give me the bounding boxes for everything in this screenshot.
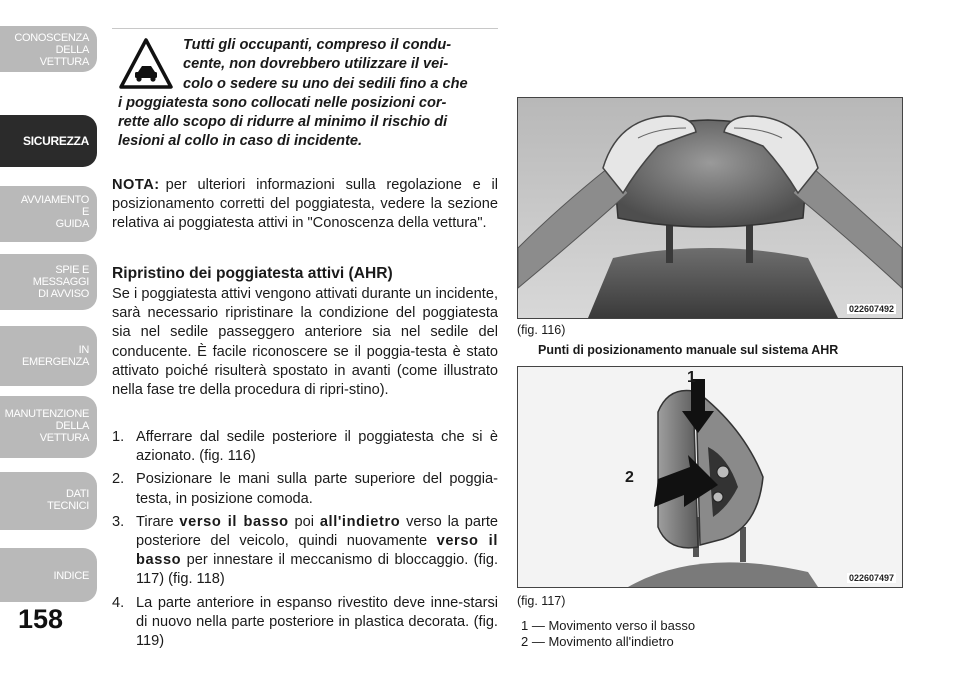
section-title: Ripristino dei poggiatesta attivi (AHR) [112,265,393,282]
warning-line: cente, non dovrebbero utilizzare il vei- [183,56,449,73]
step-2: 2. Posizionare le mani sulla parte superiore del poggia-testa, in posizione comoda. [112,471,498,507]
tab-conoscenza-della-vettura[interactable]: CONOSCENZA DELLA VETTURA [0,26,97,72]
warning-line: Tutti gli occupanti, compreso il condu- [183,37,452,53]
page-number: 158 [18,604,64,634]
headrest-motion-illustration [518,367,902,587]
tab-sicurezza[interactable]: SICUREZZA [0,115,97,167]
section-body: Se i poggiatesta attivi vengono attivati durante un incidente, sarà necessario ripristinare la condizione del poggiatesta sia nel sedile passeggero anteriore sia nel sedile del conducente. È facile riconoscere se il poggia-testa è stato attivato poiché risulterà spostato in avanti (come illustrato nella fase tre della procedura di ripri-stino). [112,286,498,399]
note-paragraph [112,176,498,234]
legend-item-1: 1 — Movimento verso il basso [521,618,696,633]
procedure-steps [112,428,498,655]
tab-avviamento-e-guida[interactable]: AVVIAMENTO E GUIDA [0,186,97,242]
tab-dati-tecnici[interactable]: DATI TECNICI [0,472,97,530]
note-label: NOTA: [112,177,160,193]
warning-line: rette allo scopo di ridurre al minimo il rischio di [118,114,448,131]
warning-top-rule [112,28,498,29]
figure-117-headrest-motion [517,366,903,588]
callout-1: 1 [687,369,696,386]
legend-item-2: 2 — Movimento all'indietro [521,634,674,649]
tab-in-emergenza[interactable]: IN EMERGENZA [0,326,97,386]
note-text: per ulteriori informazioni sulla regolazione e il posizionamento corretti del poggiatesta, vedere la sezione relativa ai poggiatesta attivi in "Conoscenza della vettura". [112,177,498,232]
tab-manutenzione-della-vettura[interactable]: MANUTENZIONE DELLA VETTURA [0,396,97,458]
warning-line: i poggiatesta sono collocati nelle posizioni cor- [118,94,447,111]
warning-text [118,36,492,152]
figure-116-headrest-hands [517,97,903,319]
step-4: 4. La parte anteriore in espanso rivestito deve inne-starsi di nuovo nella parte posteriore in plastica decorata. (fig. 119) [112,594,498,650]
tab-spie-e-messaggi-di-avviso[interactable]: SPIE E MESSAGGI DI AVVISO [0,254,97,310]
figure-116-label: (fig. 116) [517,323,566,337]
warning-line: colo o sedere su uno dei sedili fino a che [183,75,468,92]
headrest-hands-illustration [518,98,902,318]
step-3: 3. Tirare verso il basso poi all'indietro verso la parte posteriore del veicolo, quindi nuovamente verso il basso per innestare il meccanismo di bloccaggio. (fig. 117) (fig. 118) [112,513,499,588]
figure-117-label: (fig. 117) [517,594,566,608]
step-1: 1. Afferrare dal sedile posteriore il poggiatesta che si è azionato. (fig. 116) [112,429,498,465]
figure-code: 022607497 [848,573,894,583]
figure-117-legend [521,618,695,650]
callout-2: 2 [625,469,634,486]
tab-indice[interactable]: INDICE [0,548,97,602]
figure-116-caption: Punti di posizionamento manuale sul sistema AHR [538,343,839,357]
figure-code: 022607492 [848,304,894,314]
warning-line: lesioni al collo in caso di incidente. [118,133,363,150]
